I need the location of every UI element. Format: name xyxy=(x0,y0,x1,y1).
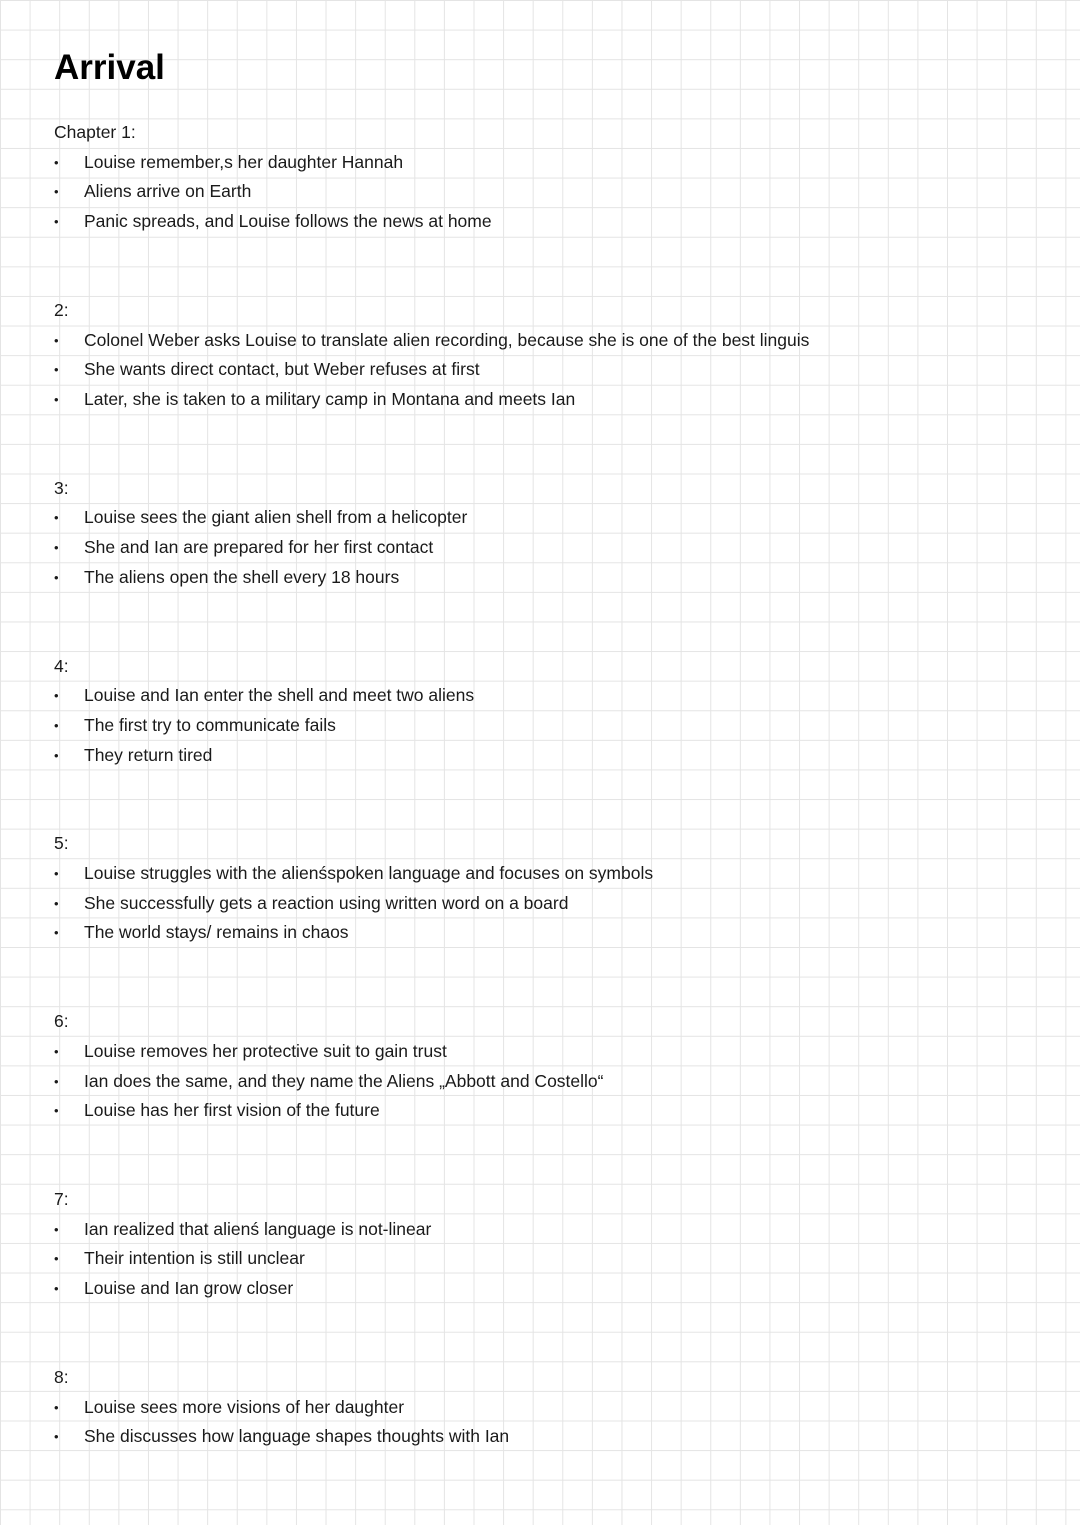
bullet-list xyxy=(54,859,1014,948)
bullet-dot-icon: • xyxy=(54,1251,59,1267)
bullet-item xyxy=(54,177,1014,207)
bullet-item xyxy=(54,1244,1014,1274)
chapter-heading: 7: xyxy=(54,1189,69,1210)
bullet-dot-icon: • xyxy=(54,925,59,941)
bullet-dot-icon: • xyxy=(54,895,59,911)
bullet-text: Louise sees more visions of her daughter xyxy=(84,1396,405,1417)
bullet-text: Their intention is still unclear xyxy=(84,1248,305,1269)
bullet-text: Aliens arrive on Earth xyxy=(84,181,252,202)
bullet-item xyxy=(54,1274,1014,1304)
bullet-list xyxy=(54,326,1014,415)
bullet-item xyxy=(54,681,1014,711)
bullet-list xyxy=(54,148,1014,237)
bullet-text: Colonel Weber asks Louise to translate alien recording, because she is one of the best linguis xyxy=(84,329,810,350)
bullet-text: She successfully gets a reaction using written word on a board xyxy=(84,892,569,913)
chapter-section xyxy=(54,829,1014,948)
bullet-text: The aliens open the shell every 18 hours xyxy=(84,566,400,587)
bullet-text: The first try to communicate fails xyxy=(84,714,336,735)
chapter-list xyxy=(54,118,1014,1511)
bullet-item xyxy=(54,711,1014,741)
bullet-dot-icon: • xyxy=(54,688,59,704)
bullet-item xyxy=(54,355,1014,385)
bullet-text: Ian does the same, and they name the Aliens „Abbott and Costello“ xyxy=(84,1070,604,1091)
bullet-text: Ian realized that alienś language is not-linear xyxy=(84,1218,432,1239)
bullet-dot-icon: • xyxy=(54,332,59,348)
bullet-item xyxy=(54,503,1014,533)
bullet-item xyxy=(54,1096,1014,1126)
bullet-item xyxy=(54,859,1014,889)
bullet-item xyxy=(54,1215,1014,1245)
bullet-item xyxy=(54,533,1014,563)
chapter-heading: 6: xyxy=(54,1011,69,1032)
chapter-section xyxy=(54,118,1014,237)
chapter-section xyxy=(54,652,1014,771)
bullet-item xyxy=(54,741,1014,771)
bullet-dot-icon: • xyxy=(54,1281,59,1297)
bullet-dot-icon: • xyxy=(54,1103,59,1119)
bullet-dot-icon: • xyxy=(54,866,59,882)
bullet-dot-icon: • xyxy=(54,1399,59,1415)
document-title: Arrival xyxy=(54,48,165,87)
bullet-text: Louise has her first vision of the future xyxy=(84,1100,380,1121)
bullet-dot-icon: • xyxy=(54,747,59,763)
bullet-item xyxy=(54,889,1014,919)
chapter-section xyxy=(54,1185,1014,1304)
bullet-item xyxy=(54,918,1014,948)
bullet-dot-icon: • xyxy=(54,362,59,378)
bullet-dot-icon: • xyxy=(54,184,59,200)
chapter-heading: 4: xyxy=(54,655,69,676)
chapter-heading: 2: xyxy=(54,299,69,320)
bullet-text: She discusses how language shapes thoughts with Ian xyxy=(84,1426,510,1447)
chapter-section xyxy=(54,296,1014,415)
bullet-item xyxy=(54,1037,1014,1067)
bullet-item xyxy=(54,207,1014,237)
bullet-list xyxy=(54,1393,1014,1452)
bullet-dot-icon: • xyxy=(54,1429,59,1445)
bullet-list xyxy=(54,1037,1014,1126)
bullet-dot-icon: • xyxy=(54,569,59,585)
bullet-text: Louise and Ian grow closer xyxy=(84,1278,294,1299)
bullet-item xyxy=(54,148,1014,178)
bullet-dot-icon: • xyxy=(54,1221,59,1237)
bullet-dot-icon: • xyxy=(54,1043,59,1059)
bullet-text: Later, she is taken to a military camp in Montana and meets Ian xyxy=(84,388,576,409)
chapter-heading: Chapter 1: xyxy=(54,122,136,142)
bullet-text: She wants direct contact, but Weber refuses at first xyxy=(84,359,480,380)
chapter-heading: 3: xyxy=(54,477,69,498)
bullet-item xyxy=(54,1393,1014,1423)
bullet-text: Louise remember,s her daughter Hannah xyxy=(84,151,404,172)
bullet-text: Louise struggles with the alienśspoken language and focuses on symbols xyxy=(84,863,654,884)
chapter-section xyxy=(54,1363,1014,1452)
bullet-text: The world stays/ remains in chaos xyxy=(84,922,349,943)
chapter-section xyxy=(54,1007,1014,1126)
chapter-heading: 8: xyxy=(54,1367,69,1388)
bullet-text: She and Ian are prepared for her first contact xyxy=(84,537,434,557)
chapter-heading: 5: xyxy=(54,833,69,854)
bullet-dot-icon: • xyxy=(54,540,59,555)
bullet-dot-icon: • xyxy=(54,717,59,733)
bullet-list xyxy=(54,681,1014,770)
bullet-text: Panic spreads, and Louise follows the news at home xyxy=(84,210,492,231)
bullet-item xyxy=(54,563,1014,593)
bullet-list xyxy=(54,1215,1014,1304)
bullet-text: Louise and Ian enter the shell and meet two aliens xyxy=(84,685,475,706)
bullet-list xyxy=(54,503,1014,592)
chapter-section xyxy=(54,474,1014,593)
bullet-item xyxy=(54,1067,1014,1097)
bullet-text: Louise sees the giant alien shell from a helicopter xyxy=(84,507,468,528)
bullet-item xyxy=(54,385,1014,415)
bullet-dot-icon: • xyxy=(54,1073,59,1089)
bullet-item xyxy=(54,326,1014,356)
bullet-text: Louise removes her protective suit to gain trust xyxy=(84,1040,447,1061)
bullet-dot-icon: • xyxy=(54,391,59,407)
bullet-item xyxy=(54,1422,1014,1452)
bullet-dot-icon: • xyxy=(54,510,59,526)
bullet-dot-icon: • xyxy=(54,154,59,170)
bullet-text: They return tired xyxy=(84,744,213,765)
bullet-dot-icon: • xyxy=(54,213,59,229)
